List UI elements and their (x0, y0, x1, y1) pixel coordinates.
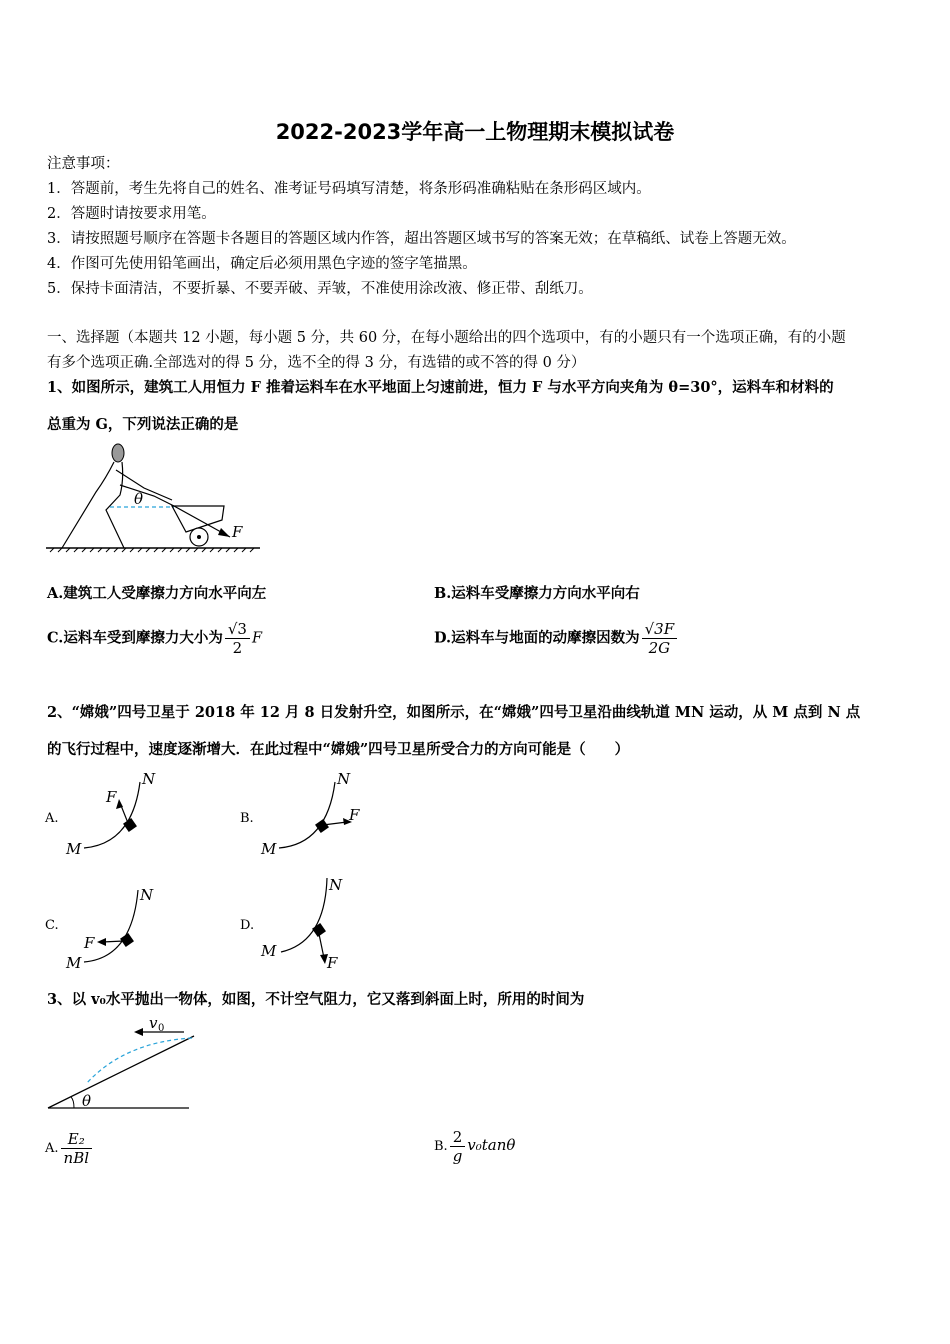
q1-stem-line1: 1、如图所示，建筑工人用恒力 F 推着运料车在水平地面上匀速前进，恒力 F 与水平方向夹角为 θ=30°，运料车和材料的 (47, 379, 834, 396)
q3-option-a-num: E₂ (61, 1130, 92, 1149)
q3-fig-v: v (149, 1014, 158, 1032)
q2-c-F: F (84, 934, 95, 952)
q1-option-c-num: √3 (225, 620, 250, 639)
q2-a-N: N (142, 770, 156, 788)
q2-stem-line1: 2、“嫦娥”四号卫星于 2018 年 12 月 8 日发射升空，如图所示，在“嫦娥”四号卫星沿曲线轨道 MN 运动，从 M 点到 N 点 (47, 704, 861, 721)
notice-item-4: 4．作图可先使用铅笔画出，确定后必须用黑色字迹的签字笔描黑。 (47, 256, 477, 272)
q3-option-b-rest: v₀tanθ (467, 1136, 516, 1154)
q3-option-b[interactable] (434, 1128, 515, 1165)
page-title: 2022-2023学年高一上物理期末模拟试卷 (275, 120, 675, 144)
notice-item-1: 1．答题前，考生先将自己的姓名、准考证号码填写清楚，将条形码准确粘贴在条形码区域内。 (47, 181, 651, 197)
q2-option-a-figure[interactable] (62, 768, 172, 860)
q3-stem: 3、以 v₀水平抛出一物体，如图，不计空气阻力，它又落到斜面上时，所用的时间为 (47, 991, 585, 1008)
q2-option-c-label[interactable]: C. (45, 918, 59, 933)
q1-option-d-den: 2G (648, 639, 671, 657)
q2-option-b-label[interactable]: B. (240, 811, 254, 826)
q2-b-F: F (349, 806, 360, 824)
notice-heading: 注意事项： (47, 156, 120, 172)
q3-option-a-label: A. (45, 1141, 59, 1156)
q2-c-M: M (66, 954, 82, 972)
q1-fig-theta: θ (134, 490, 144, 508)
q2-a-M: M (66, 840, 82, 858)
q2-option-b-figure[interactable] (257, 768, 377, 860)
q1-option-d-num: √3F (642, 620, 678, 639)
q2-b-N: N (337, 770, 351, 788)
q2-c-N: N (140, 886, 154, 904)
q3-option-b-label: B. (434, 1139, 448, 1154)
q2-option-a-label[interactable]: A. (45, 811, 59, 826)
q3-option-b-den: g (452, 1147, 463, 1165)
q2-d-F: F (327, 954, 338, 972)
q1-option-c[interactable] (47, 620, 262, 657)
q1-stem-line2: 总重为 G，下列说法正确的是 (47, 416, 239, 433)
q1-option-c-var: F (251, 630, 263, 647)
q2-stem-line2: 的飞行过程中，速度逐渐增大．在此过程中“嫦娥”四号卫星所受合力的方向可能是（ ） (47, 741, 630, 758)
q2-a-F: F (106, 788, 117, 806)
q2-d-N: N (329, 876, 343, 894)
q3-fig-theta: θ (82, 1092, 92, 1110)
q2-option-d-label[interactable]: D. (240, 918, 255, 933)
notice-item-2: 2．答题时请按要求用笔。 (47, 206, 216, 222)
notice-item-5: 5．保持卡面清洁，不要折暴、不要弄破、弄皱，不准使用涂改液、修正带、刮纸刀。 (47, 281, 593, 297)
q3-option-a[interactable] (45, 1130, 94, 1167)
q3-fig-v-sub: 0 (158, 1023, 165, 1034)
q1-option-c-text: C.运料车受到摩擦力大小为 (47, 629, 223, 647)
q1-option-d[interactable] (434, 620, 679, 657)
q1-fig-F: F (232, 523, 243, 541)
q2-d-M: M (261, 942, 277, 960)
q3-slope-figure (44, 1012, 204, 1116)
q2-option-d-figure[interactable] (257, 870, 367, 975)
section-instruction-line2: 有多个选项正确.全部选对的得 5 分，选不全的得 3 分，有选错的或不答的得 0 分） (47, 355, 586, 371)
q1-option-d-text: D.运料车与地面的动摩擦因数为 (434, 629, 640, 647)
q1-cart-figure (44, 440, 264, 555)
q3-option-b-num: 2 (450, 1128, 466, 1147)
q3-option-a-den: nBl (63, 1149, 90, 1167)
q2-option-c-figure[interactable] (62, 878, 172, 973)
q1-option-a[interactable]: A.建筑工人受摩擦力方向水平向左 (47, 585, 267, 602)
q2-b-M: M (261, 840, 277, 858)
q1-option-c-den: 2 (232, 639, 243, 657)
notice-item-3: 3．请按照题号顺序在答题卡各题目的答题区域内作答，超出答题区域书写的答案无效；在草稿纸、试卷上答题无效。 (47, 231, 796, 247)
section-instruction-line1: 一、选择题（本题共 12 小题，每小题 5 分，共 60 分，在每小题给出的四个选项中，有的小题只有一个选项正确，有的小题 (47, 330, 846, 346)
q1-option-b[interactable]: B.运料车受摩擦力方向水平向右 (434, 585, 640, 602)
